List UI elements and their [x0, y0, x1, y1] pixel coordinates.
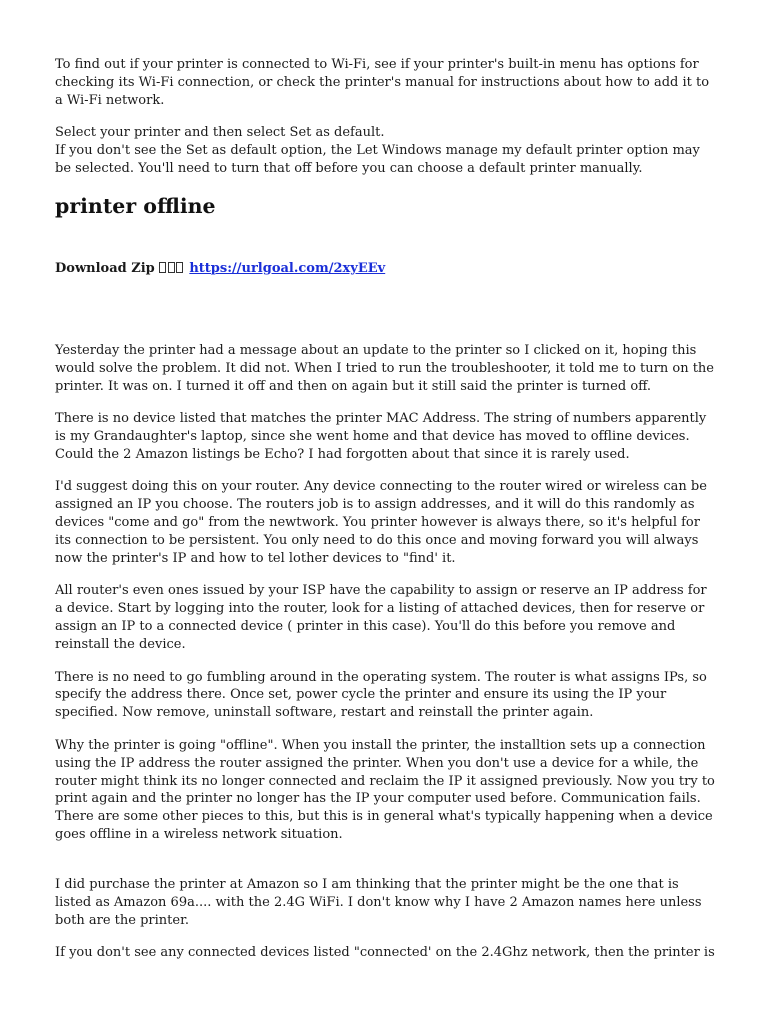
paragraph-amazon-purchase: I did purchase the printer at Amazon so I am thinking that the printer might be the one that is listed as Amazon 69a.... with the 2.4G WiFi. I don't know why I have 2 Amazon names here unless both are the printer. [55, 877, 702, 928]
intro-paragraph-default-printer [55, 124, 715, 178]
intro-line-select-default: Select your printer and then select Set as default. [55, 125, 385, 141]
paragraph-update-message: Yesterday the printer had a message about an update to the printer so I clicked on it, hoping this would solve the problem. It did not. When I tried to run the troubleshooter, it told me to turn on the printer. It was on. I turned it off and then on again but it still said the printer is turned off. [55, 342, 714, 394]
intro-line-manage-default: If you don't see the Set as default option, the Let Windows manage my default printer option may be selected. You'll need to turn that off before you can choose a default printer manually. [55, 143, 700, 177]
arrow-glyph-icon [159, 261, 185, 276]
download-line [55, 260, 715, 278]
document-page [55, 56, 715, 962]
page-title: printer offline [55, 193, 216, 218]
download-link[interactable]: https://urlgoal.com/2xyEEv [189, 260, 386, 276]
paragraph-reserve-ip: All router's even ones issued by your ISP have the capability to assign or reserve an IP address for a device. Start by logging into the router, look for a listing of attached devices, then for reserve or assign an IP to a connected device ( printer in this case). You'll do this before you remove and reinstall the device. [55, 583, 707, 653]
paragraph-router-suggestion: I'd suggest doing this on your router. Any device connecting to the router wired or wireless can be assigned an IP you choose. The routers job is to assign addresses, and it will do this randomly as devices "come and go" from the newtwork. You printer however is always there, so it's helpful for its connection to be persistent. You only need to do this once and moving forward you will always now the printer's IP and how to tel lother devices to "find' it. [55, 479, 707, 566]
intro-paragraph-wifi: To find out if your printer is connected to Wi-Fi, see if your printer's built-in menu has options for checking its Wi-Fi connection, or check the printer's manual for instructions about how to add it to a Wi-Fi network. [55, 57, 710, 108]
paragraph-connected-devices: If you don't see any connected devices listed "connected' on the 2.4Ghz network, then the printer is [55, 945, 715, 961]
paragraph-mac-address: There is no device listed that matches the printer MAC Address. The string of numbers apparently is my Grandaughter's laptop, since she went home and that device has moved to offline devices. Could the 2 Amazon listings be Echo? I had forgotten about that since it is rarely used. [55, 411, 707, 462]
paragraph-no-fumbling: There is no need to go fumbling around in the operating system. The router is what assigns IPs, so specify the address there. Once set, power cycle the printer and ensure its using the IP your specified. Now remove, uninstall software, restart and reinstall the printer again. [55, 669, 707, 721]
paragraph-why-offline: Why the printer is going "offline". When you install the printer, the installtion sets up a connection using the IP address the router assigned the printer. When you don't use a device for a while, the router might think its no longer connected and reclaim the IP it assigned previously. Now you try to print again and the printer no longer has the IP your computer used before. Communication fails. There are some other pieces to this, but this is in general what's typically happening when a device goes offline in a wireless network situation. [55, 737, 715, 843]
download-label: Download Zip [55, 260, 155, 276]
